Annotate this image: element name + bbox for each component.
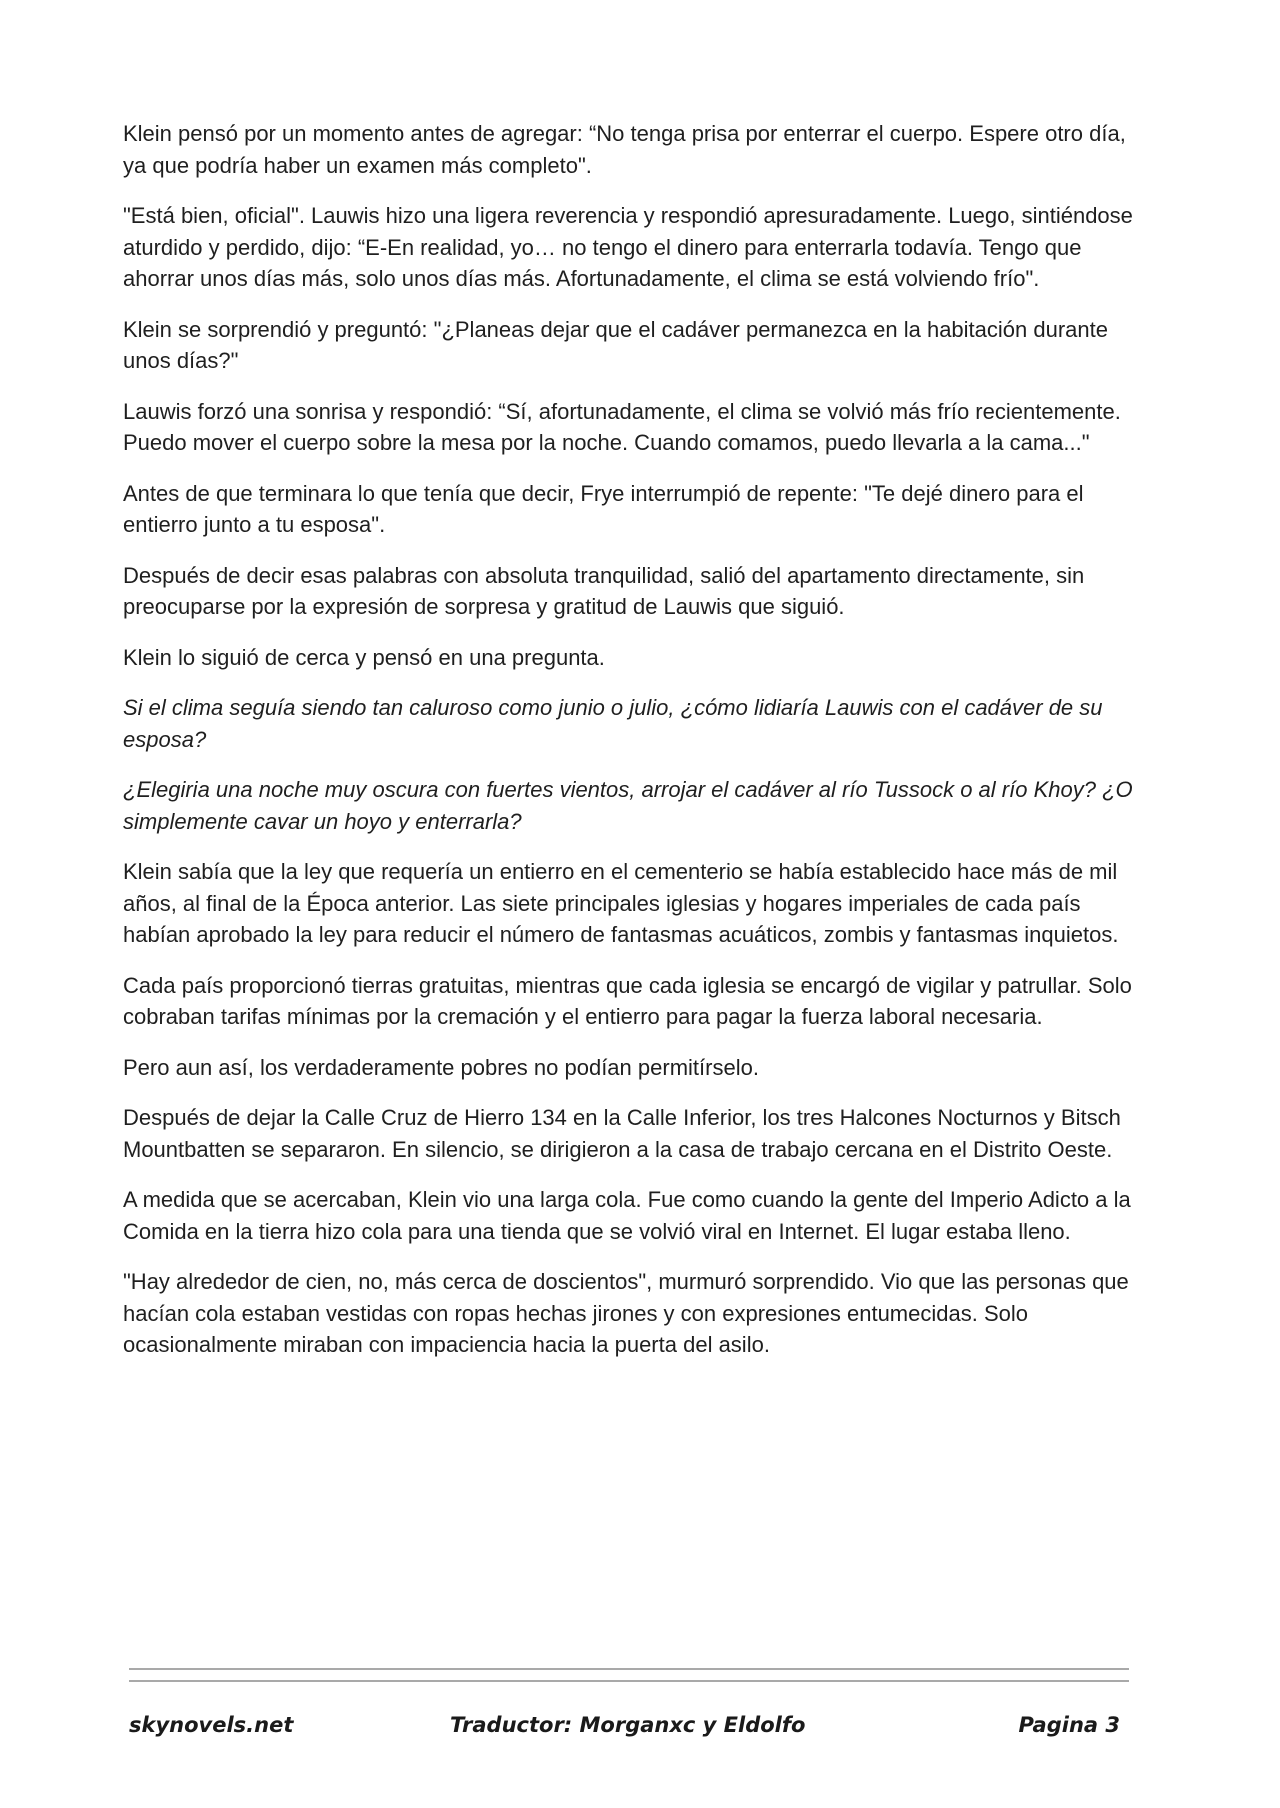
paragraph: "Hay alrededor de cien, no, más cerca de doscientos", murmuró sorprendido. Vio que las personas que hacían cola estaban vestidas con ropas hechas jirones y con expresiones entumecidas. Solo ocasionalmente miraban con impaciencia hacia la puerta del asilo. [123, 1269, 1129, 1357]
footer-divider-top [129, 1668, 1129, 1670]
chapter-body [123, 118, 1133, 1380]
footer-translator-credit: Traductor: Morganxc y Eldolfo [450, 1713, 806, 1737]
paragraph: Cada país proporcionó tierras gratuitas, mientras que cada iglesia se encargó de vigilar y patrullar. Solo cobraban tarifas mínimas por la cremación y el entierro para pagar la fuerza laboral necesaria. [123, 972, 1132, 1029]
paragraph: Klein lo siguió de cerca y pensó en una pregunta. [123, 644, 605, 670]
paragraph: "Está bien, oficial". Lauwis hizo una ligera reverencia y respondió apresuradamente. Luego, sintiéndose aturdido y perdido, dijo: “E-En realidad, yo… no tengo el dinero para enterrarla todavía. Tengo que ahorrar unos días más, solo unos días más. Afortunadamente, el clima se está volviendo frío". [123, 203, 1133, 291]
paragraph: Después de dejar la Calle Cruz de Hierro 134 en la Calle Inferior, los tres Halcones Nocturnos y Bitsch Mountbatten se separaron. En silencio, se dirigieron a la casa de trabajo cercana en el Distrito Oeste. [123, 1105, 1121, 1162]
paragraph: Antes de que terminara lo que tenía que decir, Frye interrumpió de repente: "Te dejé dinero para el entierro junto a tu esposa". [123, 480, 1084, 537]
paragraph: Lauwis forzó una sonrisa y respondió: “Sí, afortunadamente, el clima se volvió más frío recientemente. Puedo mover el cuerpo sobre la mesa por la noche. Cuando comamos, puedo llevarla a la cama..." [123, 398, 1121, 455]
footer-page-number: Pagina 3 [1018, 1713, 1120, 1737]
footer-site-name: skynovels.net [129, 1713, 294, 1737]
paragraph: Klein se sorprendió y preguntó: "¿Planeas dejar que el cadáver permanezca en la habitación durante unos días?" [123, 316, 1108, 373]
paragraph: Klein pensó por un momento antes de agregar: “No tenga prisa por enterrar el cuerpo. Espere otro día, ya que podría haber un examen más completo". [123, 121, 1126, 178]
paragraph: Klein sabía que la ley que requería un entierro en el cementerio se había establecido hace más de mil años, al final de la Época anterior. Las siete principales iglesias y hogares imperiales de cada país habían aprobado la ley para reducir el número de fantasmas acuáticos, zombis y fantasmas inquietos. [123, 859, 1119, 947]
paragraph: ¿Elegiria una noche muy oscura con fuertes vientos, arrojar el cadáver al río Tussock o al río Khoy? ¿O simplemente cavar un hoyo y enterrarla? [123, 777, 1133, 834]
paragraph: Pero aun así, los verdaderamente pobres no podían permitírselo. [123, 1054, 759, 1080]
paragraph: A medida que se acercaban, Klein vio una larga cola. Fue como cuando la gente del Imperio Adicto a la Comida en la tierra hizo cola para una tienda que se volvió viral en Internet. El lugar estaba lleno. [123, 1187, 1131, 1244]
paragraph: Después de decir esas palabras con absoluta tranquilidad, salió del apartamento directamente, sin preocuparse por la expresión de sorpresa y gratitud de Lauwis que siguió. [123, 562, 1085, 619]
footer-divider-bottom [129, 1680, 1129, 1682]
paragraph: Si el clima seguía siendo tan caluroso como junio o julio, ¿cómo lidiaría Lauwis con el cadáver de su esposa? [123, 695, 1103, 752]
